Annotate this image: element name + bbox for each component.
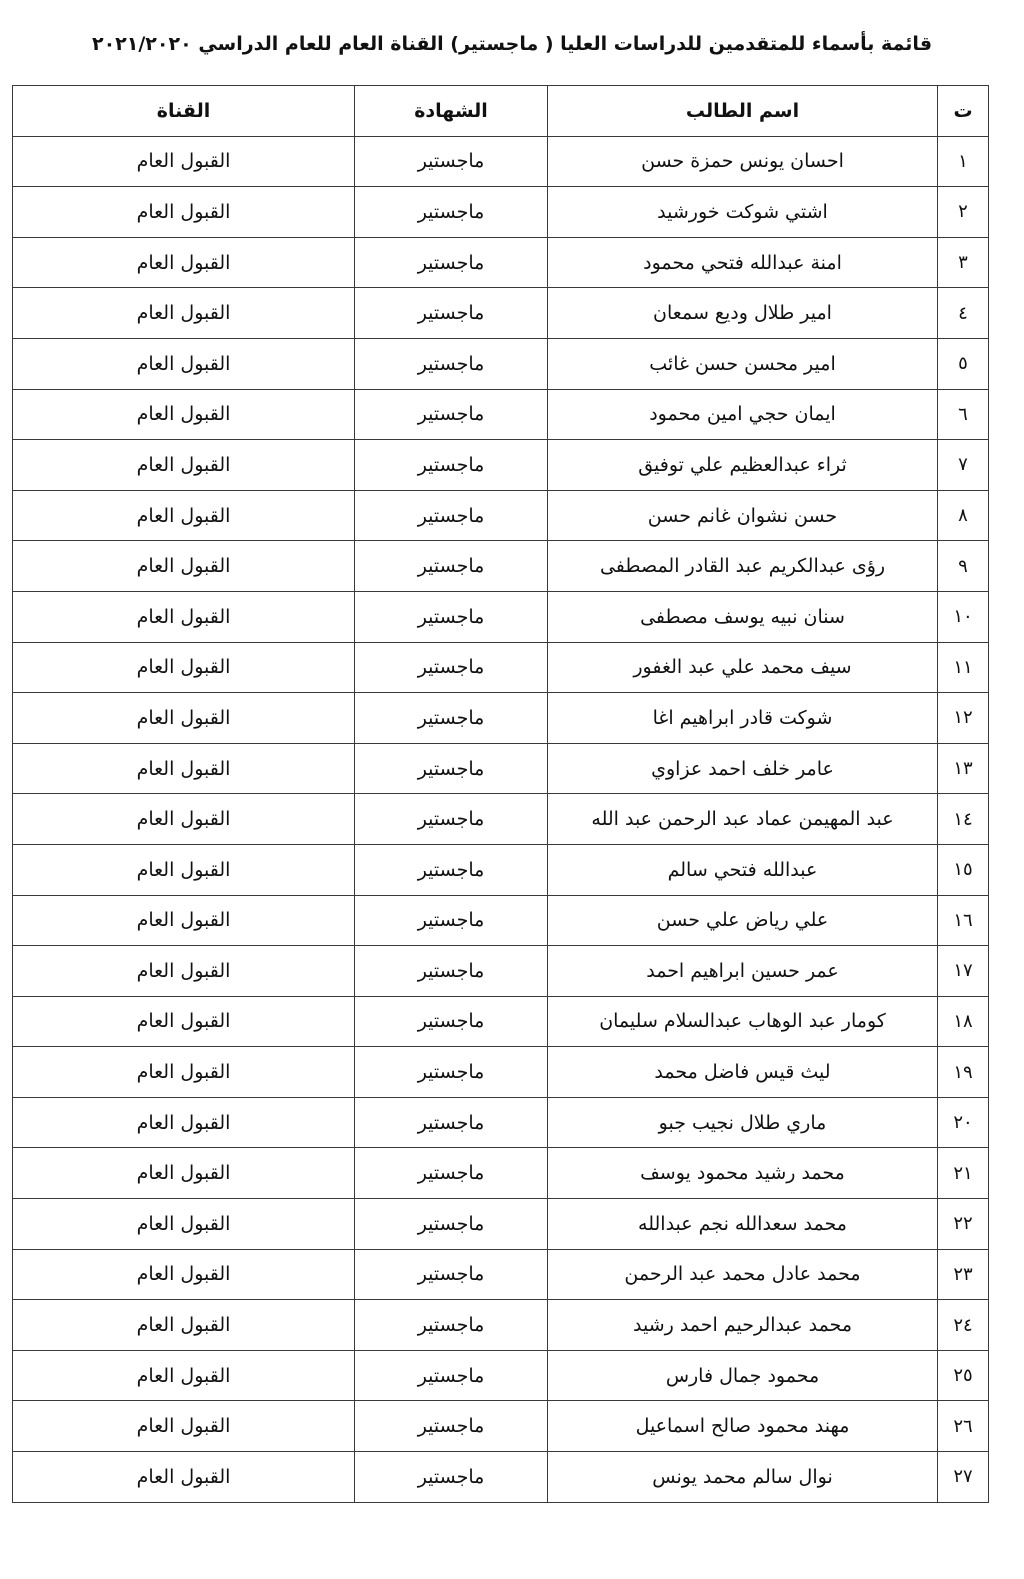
cell-student-name: احسان يونس حمزة حسن [548, 136, 938, 187]
cell-channel: القبول العام [13, 1249, 355, 1300]
cell-student-name: محمد سعدالله نجم عبدالله [548, 1199, 938, 1250]
table-row [13, 1097, 989, 1148]
cell-student-name: ماري طلال نجيب جبو [548, 1097, 938, 1148]
cell-channel: القبول العام [13, 1097, 355, 1148]
cell-seq: ٢٢ [938, 1199, 989, 1250]
cell-seq: ٢٤ [938, 1300, 989, 1351]
cell-seq: ١٢ [938, 693, 989, 744]
cell-seq: ٢٣ [938, 1249, 989, 1300]
table-body [13, 136, 989, 1502]
cell-degree: ماجستير [355, 844, 548, 895]
cell-seq: ٢٥ [938, 1350, 989, 1401]
cell-student-name: ثراء عبدالعظيم علي توفيق [548, 440, 938, 491]
table-row [13, 794, 989, 845]
cell-channel: القبول العام [13, 1148, 355, 1199]
cell-degree: ماجستير [355, 187, 548, 238]
table-row [13, 338, 989, 389]
cell-degree: ماجستير [355, 237, 548, 288]
cell-degree: ماجستير [355, 1249, 548, 1300]
cell-channel: القبول العام [13, 946, 355, 997]
cell-degree: ماجستير [355, 895, 548, 946]
cell-student-name: عبدالله فتحي سالم [548, 844, 938, 895]
cell-seq: ٢٧ [938, 1452, 989, 1503]
cell-degree: ماجستير [355, 794, 548, 845]
table-row [13, 389, 989, 440]
cell-channel: القبول العام [13, 1452, 355, 1503]
cell-channel: القبول العام [13, 389, 355, 440]
table-row [13, 1401, 989, 1452]
header-channel: القناة [13, 86, 355, 137]
page-title: قائمة بأسماء للمتقدمين للدراسات العليا ( ماجستير) القناة العام للعام الدراسي ٢٠٢١/٢٠٢٠ [91, 33, 933, 55]
header-seq: ت [938, 86, 989, 137]
cell-student-name: رؤى عبدالكريم عبد القادر المصطفى [548, 541, 938, 592]
cell-degree: ماجستير [355, 996, 548, 1047]
cell-student-name: امير محسن حسن غائب [548, 338, 938, 389]
cell-student-name: سنان نبيه يوسف مصطفى [548, 591, 938, 642]
cell-student-name: عامر خلف احمد عزاوي [548, 743, 938, 794]
cell-seq: ١٤ [938, 794, 989, 845]
table-row [13, 946, 989, 997]
cell-degree: ماجستير [355, 1300, 548, 1351]
cell-seq: ٢ [938, 187, 989, 238]
table-row [13, 996, 989, 1047]
cell-degree: ماجستير [355, 642, 548, 693]
table-row [13, 490, 989, 541]
cell-channel: القبول العام [13, 794, 355, 845]
cell-degree: ماجستير [355, 743, 548, 794]
cell-degree: ماجستير [355, 693, 548, 744]
cell-degree: ماجستير [355, 1401, 548, 1452]
table-row [13, 895, 989, 946]
cell-degree: ماجستير [355, 1047, 548, 1098]
table-row [13, 1452, 989, 1503]
cell-seq: ٧ [938, 440, 989, 491]
cell-channel: القبول العام [13, 1199, 355, 1250]
table-row [13, 136, 989, 187]
cell-student-name: شوكت قادر ابراهيم اغا [548, 693, 938, 744]
cell-channel: القبول العام [13, 338, 355, 389]
table-row [13, 743, 989, 794]
cell-degree: ماجستير [355, 1148, 548, 1199]
cell-channel: القبول العام [13, 1300, 355, 1351]
cell-student-name: محمد رشيد محمود يوسف [548, 1148, 938, 1199]
cell-student-name: امير طلال وديع سمعان [548, 288, 938, 339]
cell-channel: القبول العام [13, 288, 355, 339]
cell-seq: ١٥ [938, 844, 989, 895]
cell-seq: ١٧ [938, 946, 989, 997]
cell-channel: القبول العام [13, 490, 355, 541]
applicants-table [12, 85, 989, 1503]
cell-seq: ١٩ [938, 1047, 989, 1098]
cell-seq: ١١ [938, 642, 989, 693]
table-row [13, 440, 989, 491]
cell-seq: ٢١ [938, 1148, 989, 1199]
cell-channel: القبول العام [13, 743, 355, 794]
cell-student-name: اشتي شوكت خورشيد [548, 187, 938, 238]
header-degree: الشهادة [355, 86, 548, 137]
table-row [13, 237, 989, 288]
cell-channel: القبول العام [13, 187, 355, 238]
cell-degree: ماجستير [355, 490, 548, 541]
cell-degree: ماجستير [355, 1199, 548, 1250]
cell-channel: القبول العام [13, 642, 355, 693]
cell-channel: القبول العام [13, 996, 355, 1047]
cell-student-name: ايمان حجي امين محمود [548, 389, 938, 440]
table-row [13, 1199, 989, 1250]
cell-student-name: ليث قيس فاضل محمد [548, 1047, 938, 1098]
cell-student-name: حسن نشوان غانم حسن [548, 490, 938, 541]
cell-channel: القبول العام [13, 895, 355, 946]
cell-student-name: محمد عادل محمد عبد الرحمن [548, 1249, 938, 1300]
cell-degree: ماجستير [355, 136, 548, 187]
table-row [13, 1300, 989, 1351]
table-row [13, 541, 989, 592]
cell-student-name: محمد عبدالرحيم احمد رشيد [548, 1300, 938, 1351]
cell-student-name: سيف محمد علي عبد الغفور [548, 642, 938, 693]
cell-student-name: مهند محمود صالح اسماعيل [548, 1401, 938, 1452]
cell-seq: ٢٠ [938, 1097, 989, 1148]
cell-seq: ٤ [938, 288, 989, 339]
cell-student-name: علي رياض علي حسن [548, 895, 938, 946]
cell-seq: ٨ [938, 490, 989, 541]
cell-degree: ماجستير [355, 1097, 548, 1148]
cell-degree: ماجستير [355, 389, 548, 440]
cell-seq: ٣ [938, 237, 989, 288]
cell-degree: ماجستير [355, 591, 548, 642]
cell-channel: القبول العام [13, 541, 355, 592]
cell-degree: ماجستير [355, 1452, 548, 1503]
cell-degree: ماجستير [355, 541, 548, 592]
table-row [13, 1249, 989, 1300]
cell-student-name: امنة عبدالله فتحي محمود [548, 237, 938, 288]
cell-seq: ١٠ [938, 591, 989, 642]
table-row [13, 642, 989, 693]
table-row [13, 693, 989, 744]
cell-channel: القبول العام [13, 591, 355, 642]
table-row [13, 844, 989, 895]
table-row [13, 591, 989, 642]
cell-channel: القبول العام [13, 1047, 355, 1098]
cell-degree: ماجستير [355, 946, 548, 997]
cell-seq: ٦ [938, 389, 989, 440]
cell-seq: ١ [938, 136, 989, 187]
cell-seq: ١٦ [938, 895, 989, 946]
header-student-name: اسم الطالب [548, 86, 938, 137]
table-row [13, 1350, 989, 1401]
table-row [13, 1047, 989, 1098]
cell-degree: ماجستير [355, 338, 548, 389]
cell-channel: القبول العام [13, 844, 355, 895]
cell-degree: ماجستير [355, 1350, 548, 1401]
cell-channel: القبول العام [13, 693, 355, 744]
cell-degree: ماجستير [355, 288, 548, 339]
cell-student-name: كومار عبد الوهاب عبدالسلام سليمان [548, 996, 938, 1047]
table-row [13, 288, 989, 339]
cell-channel: القبول العام [13, 440, 355, 491]
cell-student-name: عمر حسين ابراهيم احمد [548, 946, 938, 997]
cell-student-name: عبد المهيمن عماد عبد الرحمن عبد الله [548, 794, 938, 845]
table-row [13, 1148, 989, 1199]
table-row [13, 187, 989, 238]
cell-channel: القبول العام [13, 1401, 355, 1452]
cell-seq: ٩ [938, 541, 989, 592]
header-row [13, 86, 989, 137]
cell-channel: القبول العام [13, 237, 355, 288]
cell-seq: ١٣ [938, 743, 989, 794]
cell-degree: ماجستير [355, 440, 548, 491]
cell-channel: القبول العام [13, 1350, 355, 1401]
cell-channel: القبول العام [13, 136, 355, 187]
cell-student-name: محمود جمال فارس [548, 1350, 938, 1401]
cell-seq: ٢٦ [938, 1401, 989, 1452]
cell-student-name: نوال سالم محمد يونس [548, 1452, 938, 1503]
cell-seq: ٥ [938, 338, 989, 389]
cell-seq: ١٨ [938, 996, 989, 1047]
